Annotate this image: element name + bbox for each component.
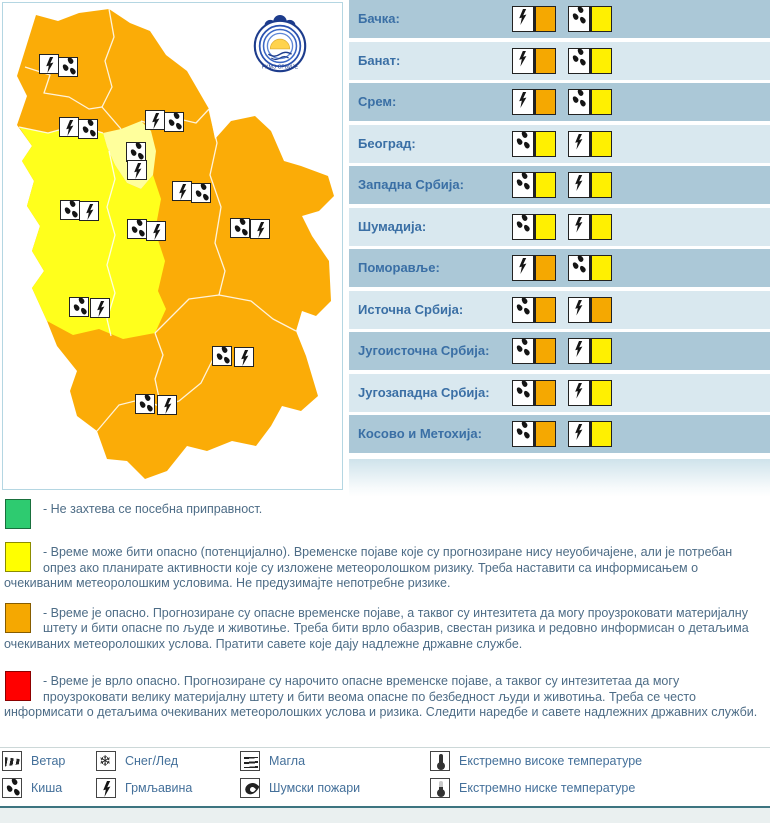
- warning-badge: [512, 380, 556, 406]
- warning-badge: [512, 131, 556, 157]
- warning-badge: [512, 421, 556, 447]
- legend-item-yellow: [4, 540, 766, 592]
- warning-icon: [512, 172, 534, 198]
- map-marker-srem-rain-icon: [78, 119, 98, 139]
- legend-item-green: [4, 497, 766, 531]
- warning-badge: [568, 380, 612, 406]
- warning-level-swatch: [534, 421, 556, 447]
- warning-icon: [568, 380, 590, 406]
- warning-level-swatch: [534, 214, 556, 240]
- map-marker-beograd-thunder-icon: [127, 160, 147, 180]
- warning-icon: [512, 214, 534, 240]
- warning-badge: [568, 338, 612, 364]
- phenomenon-label: Екстремно високе температуре: [459, 754, 643, 768]
- warning-level-legend: [4, 497, 766, 738]
- warning-icon: [512, 338, 534, 364]
- warning-level-swatch: [590, 6, 612, 32]
- map-marker-banat-thunder-icon: [145, 110, 165, 130]
- warning-level-swatch: [534, 338, 556, 364]
- warning-badge: [512, 255, 556, 281]
- green-level-swatch: [5, 499, 31, 529]
- warning-icon: [512, 421, 534, 447]
- warning-badge: [512, 89, 556, 115]
- warning-icon: [512, 6, 534, 32]
- warning-level-swatch: [590, 338, 612, 364]
- warning-badge: [568, 214, 612, 240]
- warning-badge: [568, 48, 612, 74]
- warning-badge: [568, 421, 612, 447]
- warning-icon: [512, 297, 534, 323]
- warning-badge: [512, 48, 556, 74]
- warning-badge: [512, 297, 556, 323]
- map-marker-pomoravlje-thunder-icon: [172, 181, 192, 201]
- warning-level-swatch: [590, 172, 612, 198]
- map-marker-beograd-rain-icon: [126, 142, 146, 162]
- warning-icon: [568, 172, 590, 198]
- region-warning-list: [349, 0, 770, 457]
- map-marker-sumadija-thunder-icon: [146, 221, 166, 241]
- map-marker-zapadna-rain-icon: [60, 200, 80, 220]
- warning-level-swatch: [534, 6, 556, 32]
- warning-level-swatch: [534, 48, 556, 74]
- warning-icon: [568, 6, 590, 32]
- region-label: Источна Србија:: [358, 301, 464, 317]
- serbia-map-panel: [2, 2, 343, 490]
- map-marker-backa-rain-icon: [58, 57, 78, 77]
- map-marker-backa-thunder-icon: [39, 54, 59, 74]
- map-marker-jugozapadna-thunder-icon: [90, 298, 110, 318]
- warning-level-swatch: [534, 89, 556, 115]
- region-row-srem: [349, 83, 770, 121]
- map-marker-jugoistocna-rain-icon: [212, 346, 232, 366]
- warning-icon: [568, 297, 590, 323]
- region-row-kosovo-i-metohija: [349, 415, 770, 453]
- rain-icon: [2, 778, 22, 798]
- map-marker-sumadija-rain-icon: [127, 219, 147, 239]
- warning-level-swatch: [590, 48, 612, 74]
- map-marker-zapadna-thunder-icon: [79, 201, 99, 221]
- map-marker-pomoravlje-rain-icon: [191, 183, 211, 203]
- region-label: Поморавље:: [358, 260, 440, 275]
- region-row-jugozapadna-srbija: [349, 374, 770, 412]
- map-marker-jugozapadna-rain-icon: [69, 297, 89, 317]
- region-label: Југозападна Србија:: [358, 384, 490, 400]
- region-row-zapadna-srbija: [349, 166, 770, 204]
- yellow-level-swatch: [5, 542, 31, 572]
- warning-icon: [568, 214, 590, 240]
- warning-badge: [568, 297, 612, 323]
- legend-item-red: [4, 669, 766, 721]
- warning-level-swatch: [534, 255, 556, 281]
- warning-icon: [512, 131, 534, 157]
- panel-fade: [349, 459, 770, 497]
- rhmz-logo: [249, 13, 311, 77]
- region-row-backa: [349, 0, 770, 38]
- phenomena-divider: [0, 747, 770, 748]
- map-marker-kosovo-rain-icon: [135, 394, 155, 414]
- phenomenon-label: Грмљавина: [125, 781, 193, 795]
- map-marker-jugoistocna-thunder-icon: [234, 347, 254, 367]
- warning-icon: [512, 255, 534, 281]
- region-label: Југоисточна Србија:: [358, 343, 490, 358]
- warning-icon: [568, 131, 590, 157]
- legend-text: - Време може бити опасно (потенцијално). Временске појаве које су прогнозиране нису неуобичајене, али је потребан опрез ако планирате активности које су изложене метеоролошком ризику. Треба наставити са информисањем о очекиваним метеоролошким условима. Не предузимајте непотребне ризике.: [4, 545, 733, 590]
- orange-level-swatch: [5, 603, 31, 633]
- warning-level-swatch: [534, 172, 556, 198]
- bottom-strip: [0, 808, 770, 823]
- warning-badge: [512, 338, 556, 364]
- warning-icon: [568, 48, 590, 74]
- warning-icon: [512, 48, 534, 74]
- phenomenon-label: Магла: [269, 754, 306, 768]
- region-label: Банат:: [358, 52, 401, 68]
- map-marker-istocna-thunder-icon: [250, 219, 270, 239]
- region-row-beograd: [349, 125, 770, 163]
- warning-badge: [512, 214, 556, 240]
- legend-item-orange: [4, 601, 766, 653]
- phenomenon-label: Шумски пожари: [269, 781, 361, 795]
- fog-icon: [240, 751, 260, 771]
- warning-level-swatch: [534, 297, 556, 323]
- phenomenon-label: Екстремно ниске температуре: [459, 781, 636, 795]
- warning-badge: [512, 6, 556, 32]
- warning-badge: [568, 89, 612, 115]
- map-marker-istocna-rain-icon: [230, 218, 250, 238]
- red-level-swatch: [5, 671, 31, 701]
- warning-icon: [568, 421, 590, 447]
- region-row-jugoistocna-srbija: [349, 332, 770, 370]
- map-marker-kosovo-thunder-icon: [157, 395, 177, 415]
- phenomena-legend: [0, 750, 770, 805]
- phenomenon-label: Ветар: [31, 754, 66, 768]
- region-row-banat: [349, 42, 770, 80]
- legend-text: - Време је опасно. Прогнозиране су опасне временске појаве, а таквог су интезитета да могу проузроковати материјалну штету и бити опасне по људе и животиње. Треба бити врло обазрив, свестан ризика и редовно информисан о детаљима очекиваних метеоролошких услова. Пратити савете које дају надлежне државне службе.: [4, 605, 749, 651]
- region-label: Бачка:: [358, 11, 400, 26]
- region-row-pomoravlje: [349, 249, 770, 287]
- warning-icon: [512, 380, 534, 406]
- warning-level-swatch: [590, 131, 612, 157]
- thunder-icon: [96, 778, 116, 798]
- warning-level-swatch: [590, 421, 612, 447]
- legend-text: - Време је врло опасно. Прогнозиране су нарочито опасне временске појаве, а таквог су интезитетаа да могу проузроковати велику материјалну штету и бити веома опасне по безбедност људи и животиња. Треба се често информисати о детаљима очекиваних метеоролошких услова и ризика. Следити наредбе и савете надлежних државних служби.: [4, 674, 758, 719]
- region-label: Срем:: [358, 94, 397, 109]
- region-label: Београд:: [358, 135, 416, 151]
- snow-ice-icon: [96, 751, 116, 771]
- warning-badge: [568, 172, 612, 198]
- warning-level-swatch: [590, 297, 612, 323]
- region-label: Косово и Метохија:: [358, 426, 482, 441]
- region-row-sumadija: [349, 208, 770, 246]
- phenomenon-label: Снег/Лед: [125, 754, 179, 768]
- forest-fire-icon: [240, 778, 260, 798]
- warning-level-swatch: [590, 89, 612, 115]
- warning-icon: [568, 338, 590, 364]
- phenomenon-label: Киша: [31, 781, 63, 795]
- region-label: Западна Србија:: [358, 177, 464, 192]
- warning-level-swatch: [534, 380, 556, 406]
- warning-icon: [568, 255, 590, 281]
- high-temp-icon: [430, 751, 450, 771]
- map-marker-srem-thunder-icon: [59, 117, 79, 137]
- legend-text: - Не захтева се посебна приправност.: [43, 502, 263, 516]
- warning-level-swatch: [590, 255, 612, 281]
- warning-icon: [512, 89, 534, 115]
- warning-badge: [512, 172, 556, 198]
- warning-badge: [568, 255, 612, 281]
- warning-badge: [568, 131, 612, 157]
- warning-level-swatch: [590, 380, 612, 406]
- logo-text: РХМЗ СРБИЈЕ: [261, 64, 299, 71]
- warning-level-swatch: [590, 214, 612, 240]
- region-row-istocna-srbija: [349, 291, 770, 329]
- warning-icon: [568, 89, 590, 115]
- map-marker-banat-rain-icon: [164, 112, 184, 132]
- region-label: Шумадија:: [358, 218, 427, 234]
- wind-icon: [2, 751, 22, 771]
- warning-level-swatch: [534, 131, 556, 157]
- warning-badge: [568, 6, 612, 32]
- low-temp-icon: [430, 778, 450, 798]
